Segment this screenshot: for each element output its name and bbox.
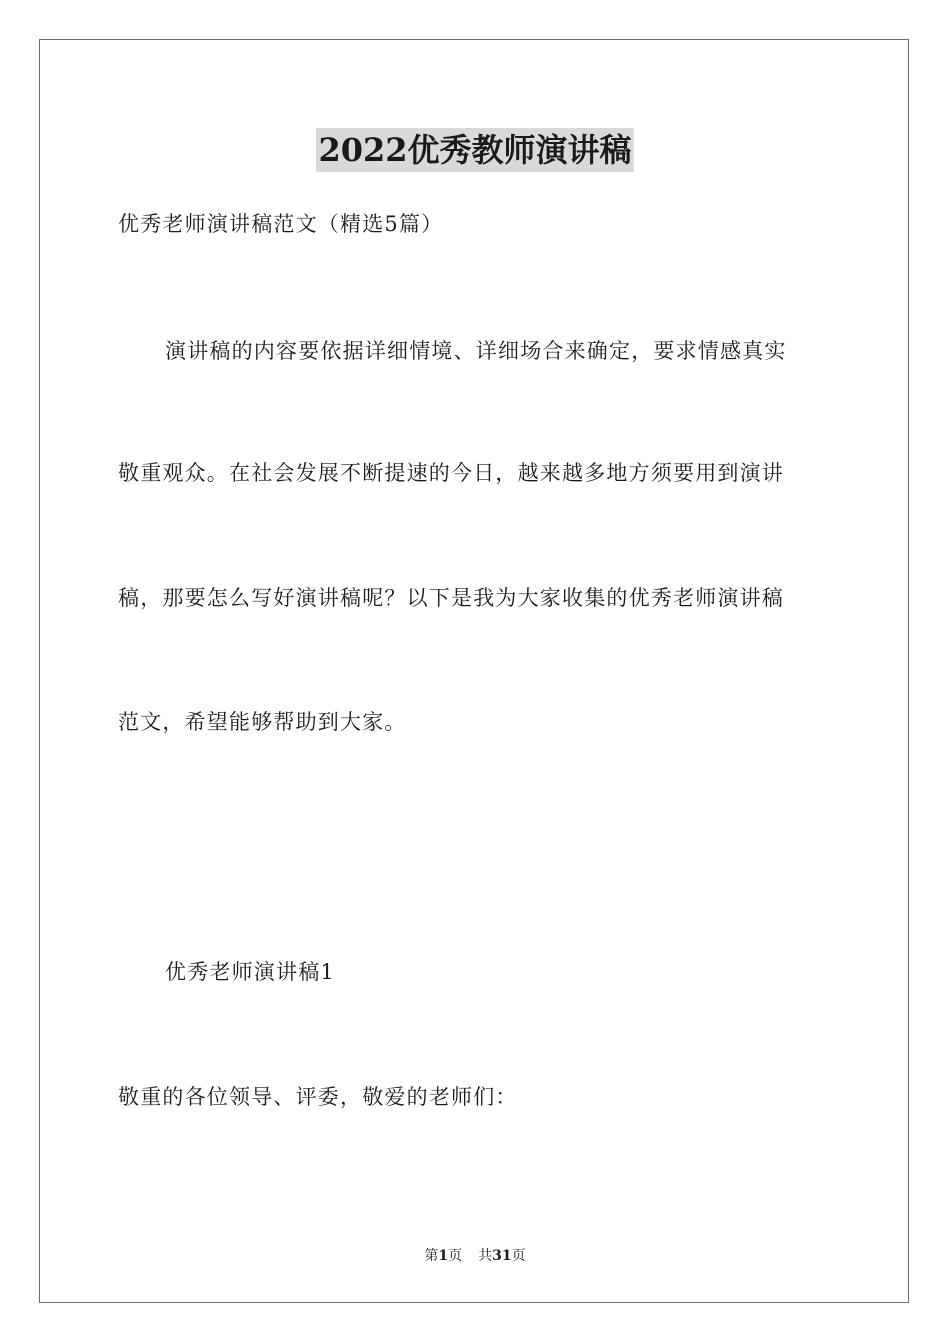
paragraph-line: 稿，那要怎么写好演讲稿呢？以下是我为大家收集的优秀老师演讲稿 [118, 586, 784, 610]
page-suffix: 页 [448, 1248, 463, 1264]
paragraph-line: 敬重观众。在社会发展不断提速的今日，越来越多地方须要用到演讲 [118, 461, 784, 485]
page-footer [0, 1246, 950, 1266]
paragraph-line: 范文，希望能够帮助到大家。 [118, 710, 407, 734]
title-container [0, 128, 950, 172]
salutation: 敬重的各位领导、评委，敬爱的老师们： [118, 1085, 518, 1109]
section-heading: 优秀老师演讲稿1 [165, 960, 335, 984]
total-pages: 31 [492, 1248, 512, 1264]
document-subtitle: 优秀老师演讲稿范文（精选5篇） [118, 212, 444, 236]
document-title: 2022优秀教师演讲稿 [316, 128, 633, 172]
total-suffix: 页 [511, 1248, 526, 1264]
paragraph-line: 演讲稿的内容要依据详细情境、详细场合来确定，要求情感真实 [165, 339, 787, 363]
page-number: 1 [438, 1248, 449, 1264]
page-prefix: 第 [424, 1248, 439, 1264]
total-prefix: 共 [478, 1248, 493, 1264]
